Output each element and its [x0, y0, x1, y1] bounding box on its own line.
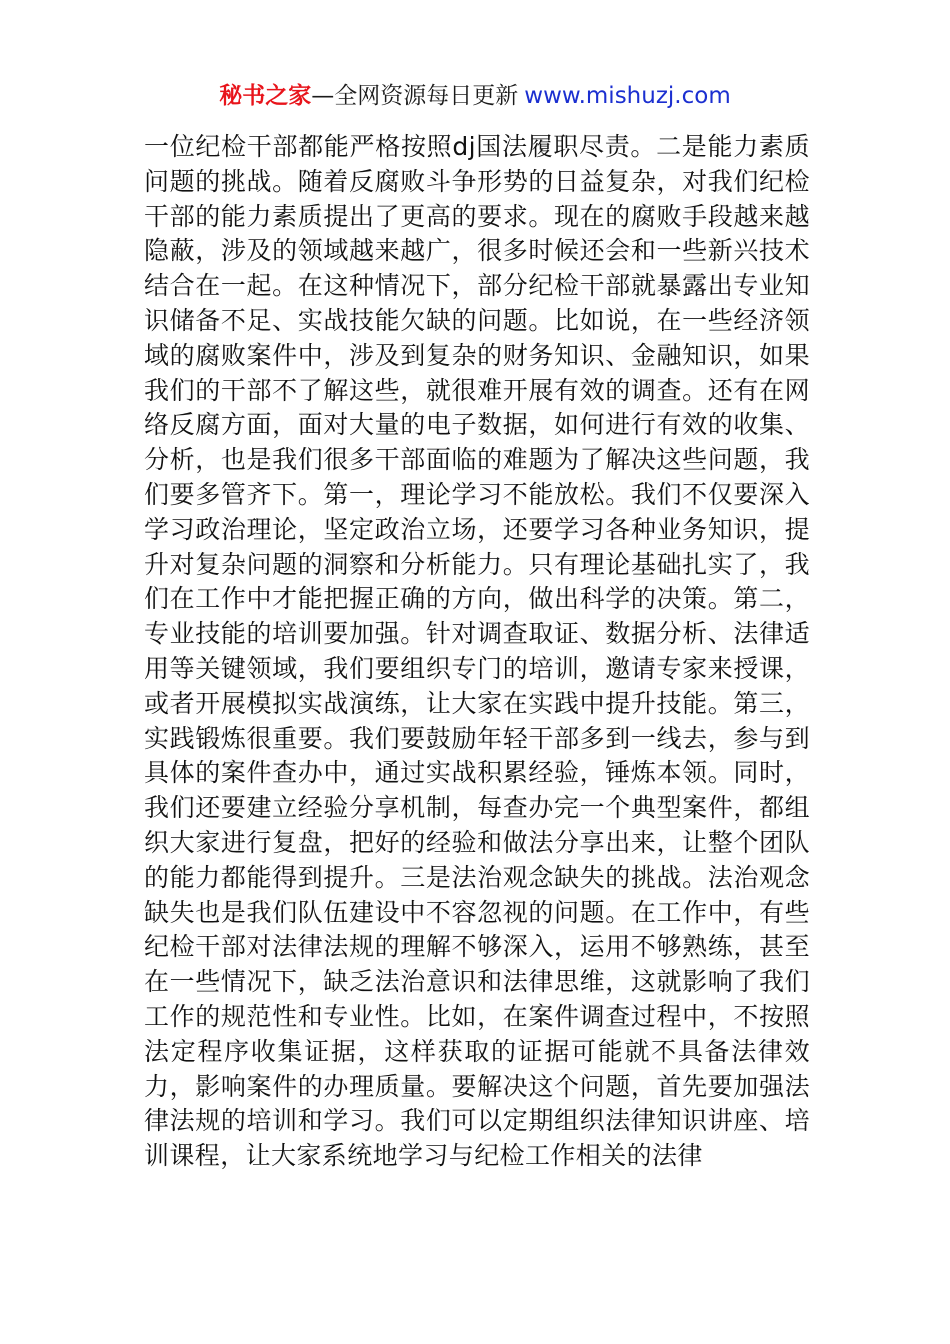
page-header: [0, 80, 950, 112]
body-paragraph: 一位纪检干部都能严格按照dj国法履职尽责。二是能力素质问题的挑战。随着反腐败斗争形势的日益复杂，对我们纪检干部的能力素质提出了更高的要求。现在的腐败手段越来越隐蔽，涉及的领域越来越广，很多时候还会和一些新兴技术结合在一起。在这种情况下，部分纪检干部就暴露出专业知识储备不足、实战技能欠缺的问题。比如说，在一些经济领域的腐败案件中，涉及到复杂的财务知识、金融知识，如果我们的干部不了解这些，就很难开展有效的调查。还有在网络反腐方面，面对大量的电子数据，如何进行有效的收集、分析，也是我们很多干部面临的难题为了解决这些问题，我们要多管齐下。第一，理论学习不能放松。我们不仅要深入学习政治理论，坚定政治立场，还要学习各种业务知识，提升对复杂问题的洞察和分析能力。只有理论基础扎实了，我们在工作中才能把握正确的方向，做出科学的决策。第二，专业技能的培训要加强。针对调查取证、数据分析、法律适用等关键领域，我们要组织专门的培训，邀请专家来授课，或者开展模拟实战演练，让大家在实践中提升技能。第三，实践锻炼很重要。我们要鼓励年轻干部多到一线去，参与到具体的案件查办中，通过实战积累经验，锤炼本领。同时，我们还要建立经验分享机制，每查办完一个典型案件，都组织大家进行复盘，把好的经验和做法分享出来，让整个团队的能力都能得到提升。三是法治观念缺失的挑战。法治观念缺失也是我们队伍建设中不容忽视的问题。在工作中，有些纪检干部对法律法规的理解不够深入，运用不够熟练，甚至在一些情况下，缺乏法治意识和法律思维，这就影响了我们工作的规范性和专业性。比如，在案件调查过程中，不按照法定程序收集证据，这样获取的证据可能就不具备法律效力，影响案件的办理质量。要解决这个问题，首先要加强法律法规的培训和学习。我们可以定期组织法律知识讲座、培训课程，让大家系统地学习与纪检工作相关的法律: [144, 132, 810, 1171]
header-tagline: —全网资源每日更新: [311, 83, 519, 109]
brand-name: 秘书之家: [219, 83, 312, 109]
website-link[interactable]: www.mishuzj.com: [524, 83, 731, 109]
